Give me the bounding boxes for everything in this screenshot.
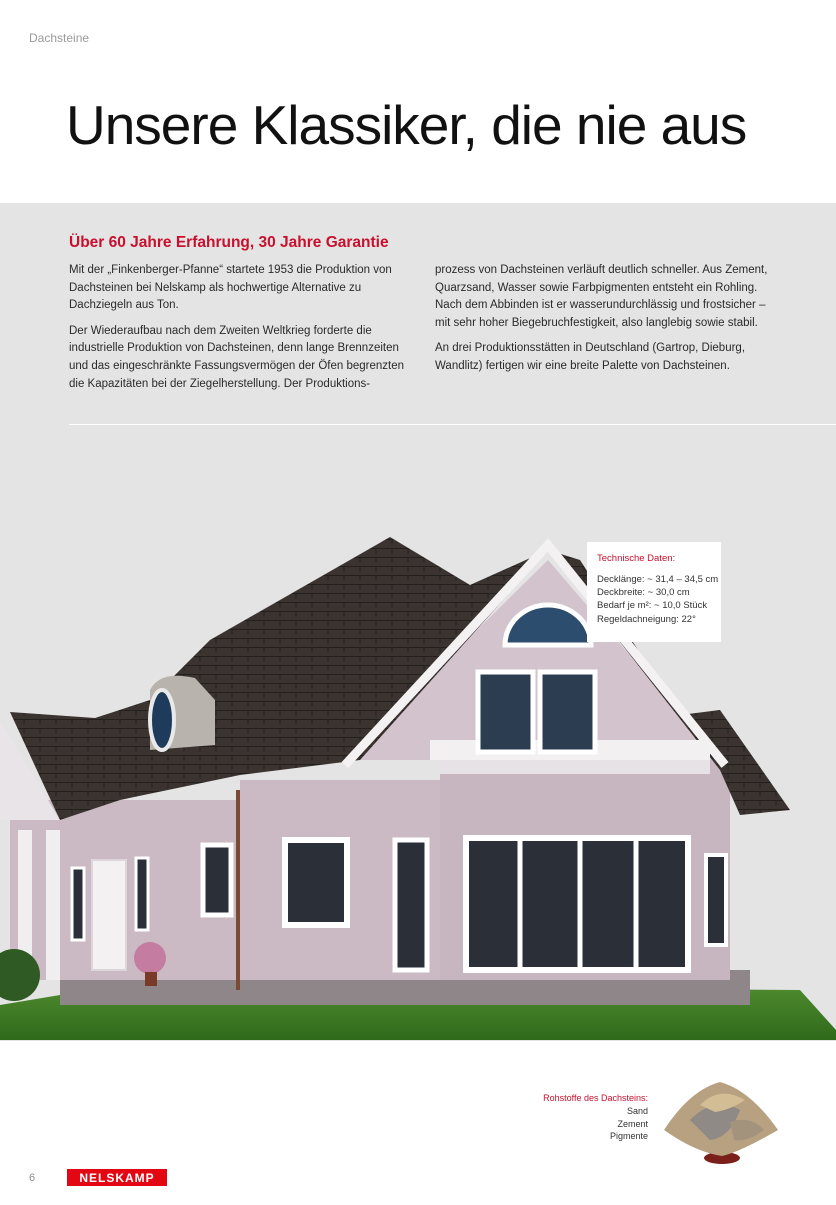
raw-material-item: Pigmente <box>609 1131 648 1141</box>
raw-materials-list <box>610 1105 648 1143</box>
text-column-right <box>435 262 780 384</box>
page-number: 6 <box>29 1172 36 1184</box>
raw-material-item: Sand <box>626 1106 648 1116</box>
raw-materials-title: Rohstoffe des Dachsteins: <box>543 1093 648 1103</box>
paragraph: Der Wiederaufbau nach dem Zweiten Weltkrieg forderte die industrielle Produktion von Dachsteinen, denn lange Brennzeiten und das eingeschränkte Fassungsvermögen der Öfen begrenzten die Kapazitäten bei der Ziegelherstellung. Der Produktions- <box>69 324 404 390</box>
tech-data-line: Deckbreite: ~ 30,0 cm <box>597 587 690 599</box>
raw-materials-pile-image <box>660 1060 780 1170</box>
paragraph: prozess von Dachsteinen verläuft deutlich schneller. Aus Zement, Quarzsand, Wasser sowie Farbpigmenten entsteht ein Rohling. Nach dem Abbinden ist er wasserundurchlässig und frostsicher – mit sehr hoher Biegebruchfestigkeit, also langlebig sowie stabil. <box>435 264 768 329</box>
paragraph: An drei Produktionsstätten in Deutschland (Gartrop, Dieburg, Wandlitz) fertigen wir eine breite Palette von Dachsteinen. <box>435 342 746 372</box>
nelskamp-logo: NELSKAMP <box>67 1169 167 1186</box>
tech-data-line: Regeldachneigung: 22° <box>597 613 696 625</box>
tech-data-line: Bedarf je m²: ~ 10,0 Stück <box>597 600 708 612</box>
tech-data-box <box>587 542 721 642</box>
tech-data-line: Decklänge: ~ 31,4 – 34,5 cm <box>597 574 719 585</box>
subheadline: Über 60 Jahre Erfahrung, 30 Jahre Garantie <box>69 234 389 251</box>
raw-material-item: Zement <box>617 1118 648 1129</box>
tech-data-title: Technische Daten: <box>597 553 676 564</box>
page-headline: Unsere Klassiker, die nie aus <box>66 94 747 156</box>
paragraph: Mit der „Finkenberger-Pfanne“ startete 1953 die Produktion von Dachsteinen bei Nelskamp als hochwertige Alternative zu Dachziegeln aus Ton. <box>69 264 392 312</box>
section-label: Dachsteine <box>29 31 90 45</box>
divider <box>69 424 836 425</box>
text-column-left <box>69 262 421 401</box>
